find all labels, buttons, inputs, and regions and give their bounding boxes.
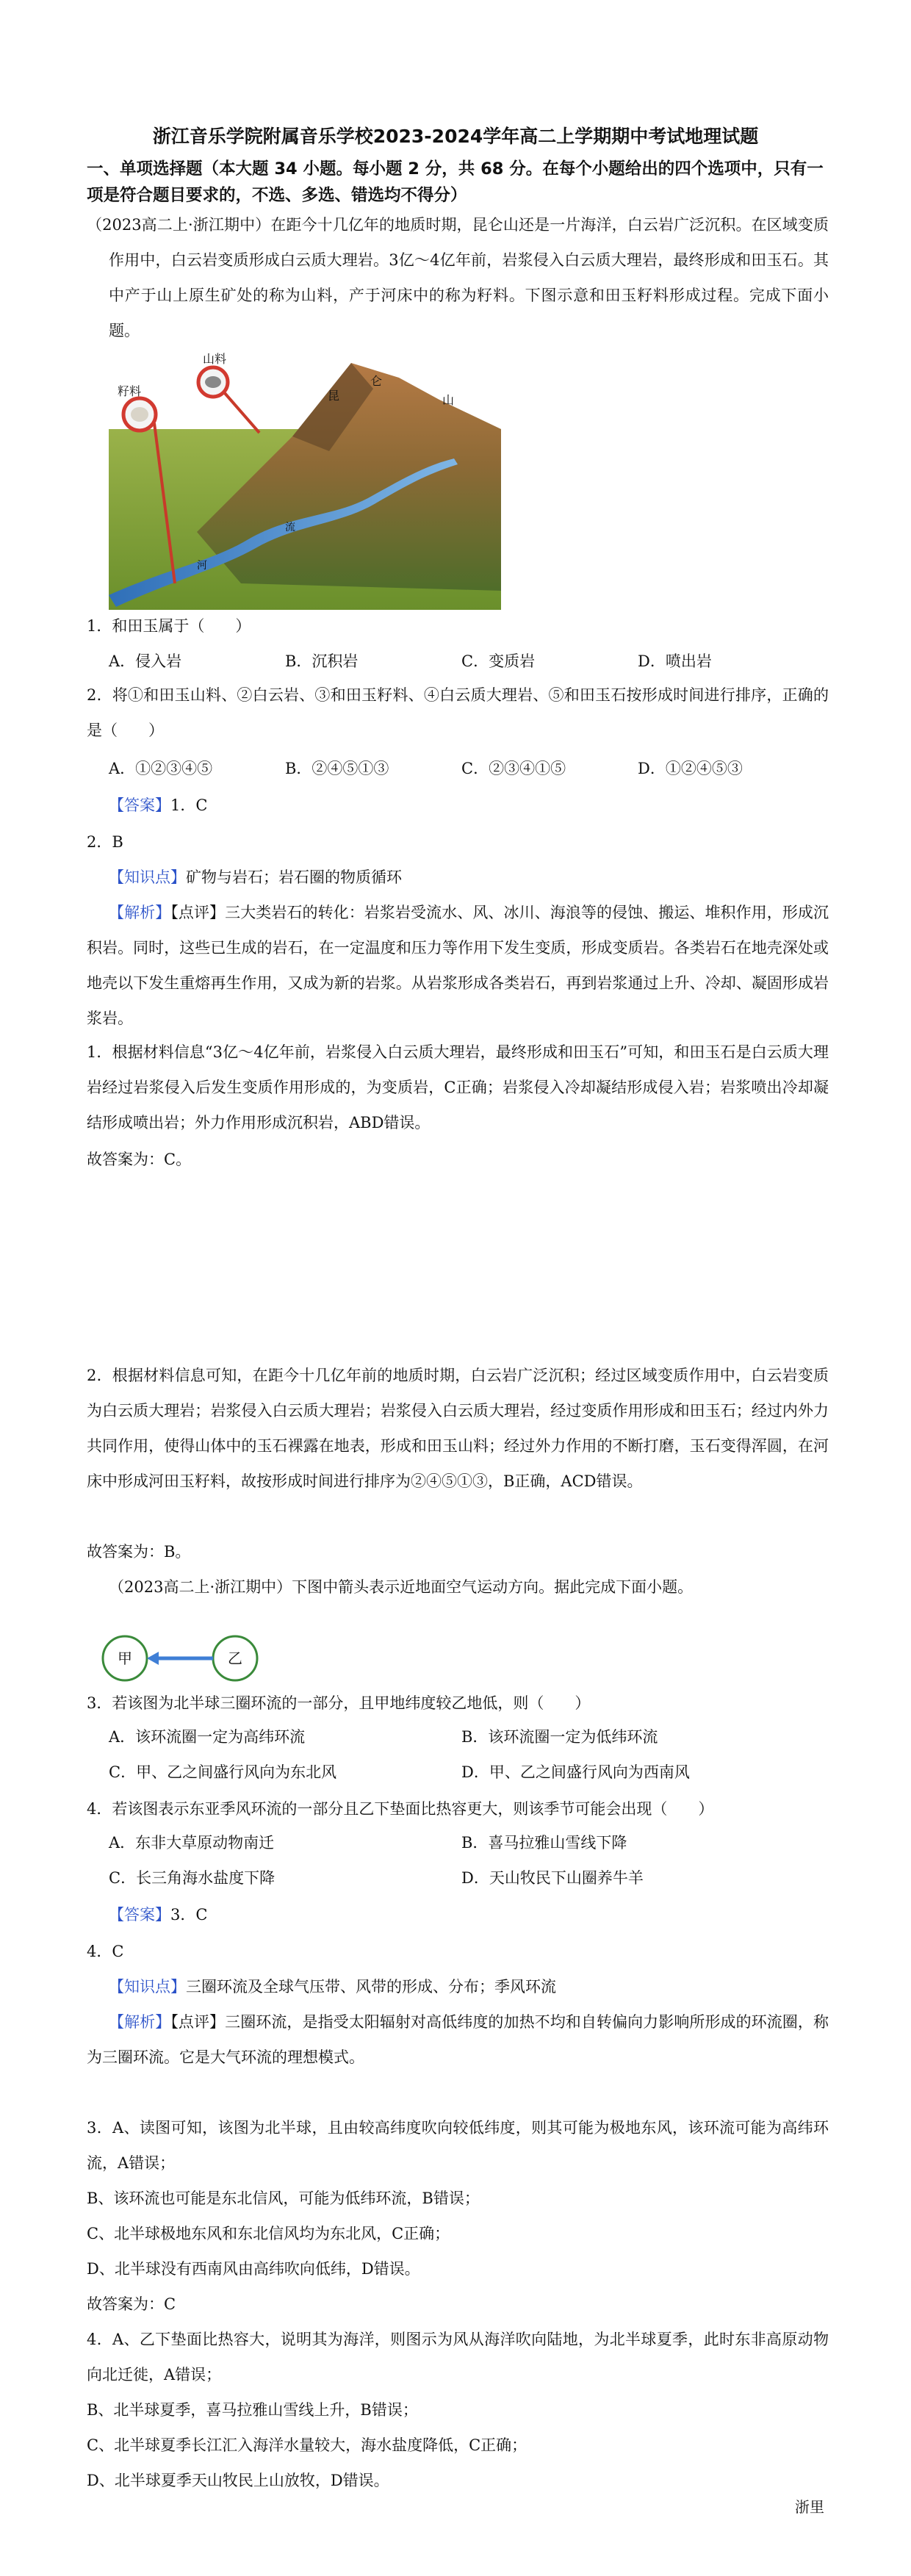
q2-option-b: B．②④⑤①③ <box>285 760 389 777</box>
shanliao-rock <box>205 376 221 388</box>
q2-option-d: D．①②④⑤③ <box>638 760 743 777</box>
label-jia: 甲 <box>118 1649 132 1667</box>
analysis-2 <box>87 2004 829 2075</box>
q3-option-c: C．甲、乙之间盛行风向为东北风 <box>109 1763 337 1781</box>
answer-text: 3．C <box>170 1906 208 1924</box>
q3-options-row2 <box>109 1757 829 1787</box>
label-lun: 仑 <box>370 374 383 388</box>
label-yi: 乙 <box>228 1649 242 1667</box>
knowledge-text: 矿物与岩石；岩石圈的物质循环 <box>186 868 402 886</box>
comment-tag: 【点评】 <box>170 904 226 921</box>
answer-2 <box>109 1897 829 1932</box>
q2-option-c: C．②③④①⑤ <box>461 760 566 777</box>
q4-option-a: A．东非大草原动物南迁 <box>109 1834 275 1852</box>
q4-stem: 4．若该图表示东亚季风环流的一部分且乙下垫面比热容更大，则该季节可能会出现（ ） <box>87 1800 714 1818</box>
q4-option-d: D．天山牧民下山圈养牛羊 <box>461 1869 644 1887</box>
answer-2b: 4．C <box>87 1943 124 1960</box>
analysis-text: 三大类岩石的转化：岩浆岩受流水、风、冰川、海浪等的侵蚀、搬运、堆积作用，形成沉积岩。同时，这些已生成的岩石，在一定温度和压力等作用下发生变质，形成变质岩。各类岩石在地壳深处或地壳以下发生重熔再生作用，又成为新的岩浆。从岩浆形成各类岩石，再到岩浆通过上升、冷却、凝固形成岩浆岩。 <box>87 904 829 1027</box>
air-circulation-figure <box>98 1633 262 1684</box>
knowledge-tag: 【知识点】 <box>109 1978 186 1996</box>
solution-3b: B、该环流也可能是东北信风，可能为低纬环流，B错误； <box>87 2190 480 2207</box>
q1-option-b: B．沉积岩 <box>285 652 359 670</box>
knowledge-text: 三圈环流及全球气压带、风带的形成、分布；季风环流 <box>186 1978 556 1996</box>
solution-3a: 3．A、读图可知，该图为北半球，且由较高纬度吹向较低纬度，则其可能为极地东风，该环流可能为高纬环流，A错误； <box>87 2119 829 2172</box>
ziliao-rock <box>131 407 148 422</box>
section-heading: 一、单项选择题（本大题 34 小题。每小题 2 分，共 68 分。在每个小题给出的四个选项中，只有一项是符合题目要求的，不选、多选、错选均不得分） <box>87 159 824 205</box>
knowledge-point-2 <box>109 1969 829 2004</box>
q3-option-d: D．甲、乙之间盛行风向为西南风 <box>461 1763 690 1781</box>
label-shan: 山 <box>442 393 455 407</box>
q1-option-a: A．侵入岩 <box>109 652 182 670</box>
solution-3-answer: 故答案为：C <box>87 2295 176 2313</box>
leader-line-shanliao <box>224 392 259 433</box>
q2-options <box>109 754 829 783</box>
comment-tag: 【点评】 <box>170 2013 226 2031</box>
answer-text: 1．C <box>170 796 208 814</box>
solution-4b: B、北半球夏季，喜马拉雅山雪线上升，B错误； <box>87 2401 418 2419</box>
q3-stem: 3．若该图为北半球三圈环流的一部分，且甲地纬度较乙地低，则（ ） <box>87 1694 591 1712</box>
answer-tag: 【答案】 <box>109 1906 170 1924</box>
analysis-1 <box>87 895 829 1036</box>
q1-stem: 1．和田玉属于（ ） <box>87 617 251 635</box>
q4-option-b: B．喜马拉雅山雪线下降 <box>461 1834 627 1852</box>
answer-1b: 2．B <box>87 833 123 851</box>
q2-stem: 2．将①和田玉山料、②白云岩、③和田玉籽料、④白云质大理岩、⑤和田玉石按形成时间进行排序，正确的是（ ） <box>87 686 829 739</box>
answer-tag: 【答案】 <box>109 796 170 814</box>
label-kun: 昆 <box>328 389 340 403</box>
page-title: 浙江音乐学院附属音乐学校2023-2024学年高二上学期期中考试地理试题 <box>152 126 759 147</box>
q3-options-row1 <box>109 1722 829 1752</box>
solution-3c: C、北半球极地东风和东北信风均为东北风，C正确； <box>87 2225 450 2242</box>
page-footer: 浙里 <box>795 2498 824 2516</box>
solution-2-answer: 故答案为：B。 <box>87 1543 191 1561</box>
solution-4c: C、北半球夏季长江汇入海洋水量较大，海水盐度降低，C正确； <box>87 2436 527 2454</box>
intro-passage-2: （2023高二上·浙江期中）下图中箭头表示近地面空气运动方向。据此完成下面小题。 <box>109 1578 694 1596</box>
q4-options-row2 <box>109 1863 829 1893</box>
solution-1: 1．根据材料信息“3亿～4亿年前，岩浆侵入白云质大理岩，最终形成和田玉石”可知，和田玉石是白云质大理岩经过岩浆侵入后发生变质作用形成的，为变质岩，C正确；岩浆侵入冷却凝结形成侵入岩；岩浆喷出冷却凝结形成喷出岩；外力作用形成沉积岩，ABD错误。 <box>87 1043 829 1132</box>
q3-option-b: B．该环流圈一定为低纬环流 <box>461 1728 658 1746</box>
solution-1-answer: 故答案为：C。 <box>87 1151 192 1168</box>
q1-option-c: C．变质岩 <box>461 652 536 670</box>
q3-option-a: A．该环流圈一定为高纬环流 <box>109 1728 306 1746</box>
label-ziliao: 籽料 <box>118 384 142 398</box>
intro-passage-1: （2023高二上·浙江期中）在距今十几亿年的地质时期，昆仑山还是一片海洋，白云岩广泛沉积。在区域变质作用中，白云岩变质形成白云质大理岩。3亿～4亿年前，岩浆侵入白云质大理岩，最终形成和田玉石。其中产于山上原生矿处的称为山料，产于河床中的称为籽料。下图示意和田玉籽料形成过程。完成下面小题。 <box>87 216 829 339</box>
label-shanliao: 山料 <box>203 352 227 366</box>
wind-arrow-head <box>147 1652 159 1665</box>
solution-4a: 4．A、乙下垫面比热容大，说明其为海洋，则图示为风从海洋吹向陆地，为北半球夏季，此时东非高原动物向北迁徙，A错误； <box>87 2331 829 2383</box>
solution-3d: D、北半球没有西南风由高纬吹向低纬，D错误。 <box>87 2260 420 2278</box>
label-liu: 流 <box>285 522 295 533</box>
jade-formation-figure <box>109 348 501 610</box>
q1-option-d: D．喷出岩 <box>638 652 712 670</box>
answer-1 <box>109 788 829 823</box>
label-he: 河 <box>197 560 207 572</box>
analysis-tag: 【解析】 <box>109 2013 171 2031</box>
q1-options <box>109 647 829 676</box>
knowledge-tag: 【知识点】 <box>109 868 186 886</box>
analysis-tag: 【解析】 <box>109 904 171 921</box>
solution-4d: D、北半球夏季天山牧民上山放牧，D错误。 <box>87 2472 389 2489</box>
q4-option-c: C．长三角海水盐度下降 <box>109 1869 276 1887</box>
knowledge-point-1 <box>109 860 829 895</box>
q2-option-a: A．①②③④⑤ <box>109 760 213 777</box>
q4-options-row1 <box>109 1828 829 1857</box>
solution-2: 2．根据材料信息可知，在距今十几亿年前的地质时期，白云岩广泛沉积；经过区域变质作用中，白云岩变质为白云质大理岩；岩浆侵入白云质大理岩；岩浆侵入白云质大理岩，经过变质作用形成和田玉石；经过内外力共同作用，使得山体中的玉石裸露在地表，形成和田玉山料；经过外力作用的不断打磨，玉石变得浑圆，在河床中形成河田玉籽料，故按形成时间进行排序为②④⑤①③，B正确，ACD错误。 <box>87 1367 829 1490</box>
analysis-text: 三圈环流，是指受太阳辐射对高低纬度的加热不均和自转偏向力影响所形成的环流圈，称为三圈环流。它是大气环流的理想模式。 <box>87 2013 829 2066</box>
